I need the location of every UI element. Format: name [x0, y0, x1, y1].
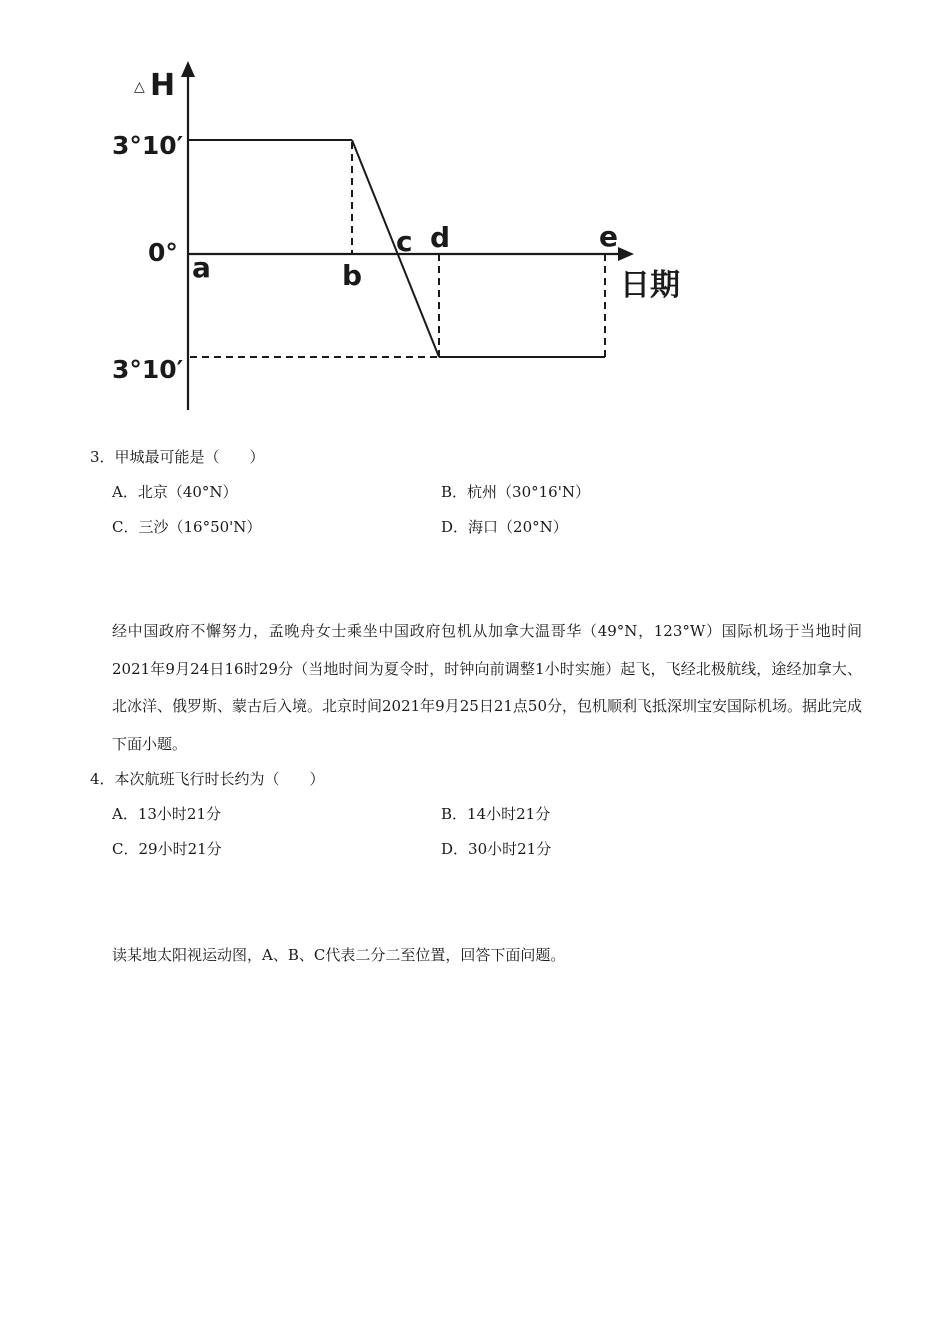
option-letter: A．	[112, 805, 138, 823]
q3-option-a[interactable]	[112, 482, 238, 502]
upper-value-label: 3°10′	[112, 131, 184, 160]
delta-symbol: △	[134, 79, 145, 95]
q4-option-d[interactable]	[441, 839, 551, 859]
option-text: 杭州（30°16'N）	[467, 483, 590, 501]
option-text: 29小时21分	[138, 840, 222, 858]
question-text: 本次航班飞行时长约为（ ）	[114, 770, 325, 788]
question-text: 甲城最可能是（ ）	[114, 448, 265, 466]
point-b-label: b	[342, 259, 363, 292]
option-text: 30小时21分	[468, 840, 552, 858]
option-letter: C．	[112, 518, 139, 536]
y-axis-arrow	[181, 61, 195, 77]
option-letter: D．	[441, 840, 469, 858]
point-d-label: d	[430, 221, 451, 254]
option-text: 北京（40°N）	[137, 483, 238, 501]
solar-elevation-diagram	[100, 55, 700, 420]
lower-value-label: 3°10′	[112, 355, 184, 384]
x-axis-arrow	[618, 247, 634, 261]
q4-option-a[interactable]	[112, 804, 221, 824]
x-axis-label: 日期	[620, 268, 680, 303]
option-text: 海口（20°N）	[468, 518, 568, 536]
option-letter: C．	[112, 840, 139, 858]
y-axis-label: H	[150, 68, 176, 103]
passage-solar-motion: 读某地太阳视运动图，A、B、C代表二分二至位置，回答下面问题。	[112, 946, 566, 964]
option-text: 14小时21分	[467, 805, 551, 823]
q3-option-c[interactable]	[112, 517, 261, 537]
q3-option-d[interactable]	[441, 517, 568, 537]
question-number: 3．	[90, 448, 115, 466]
question-4-stem	[90, 769, 325, 789]
option-text: 三沙（16°50'N）	[138, 518, 262, 536]
option-letter: A．	[112, 483, 138, 501]
option-text: 13小时21分	[137, 805, 222, 823]
q3-option-b[interactable]	[441, 482, 590, 502]
q4-option-c[interactable]	[112, 839, 222, 859]
q4-option-b[interactable]	[441, 804, 550, 824]
option-letter: B．	[441, 805, 468, 823]
passage-flight: 经中国政府不懈努力，孟晚舟女士乘坐中国政府包机从加拿大温哥华（49°N，123°W）国际机场于当地时间2021年9月24日16时29分（当地时间为夏令时，时钟向前调整1小时实施）起飞，飞经北极航线，途经加拿大、北冰洋、俄罗斯、蒙古后入境。北京时间2021年9月25日21点50分，包机顺利飞抵深圳宝安国际机场。据此完成下面小题。	[112, 622, 862, 753]
zero-value-label: 0°	[148, 238, 178, 267]
point-c-label: c	[396, 225, 413, 258]
point-a-label: a	[192, 251, 211, 284]
point-e-label: e	[599, 220, 618, 253]
question-number: 4．	[90, 770, 115, 788]
option-letter: B．	[441, 483, 468, 501]
question-3-stem	[90, 447, 265, 467]
option-letter: D．	[441, 518, 469, 536]
